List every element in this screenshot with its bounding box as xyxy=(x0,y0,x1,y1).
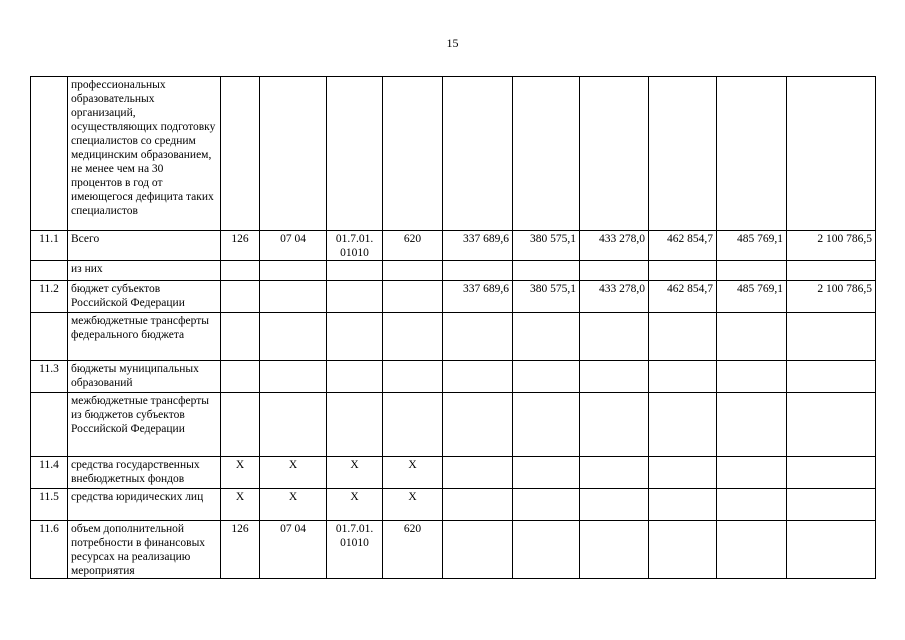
grbs-code-cell xyxy=(221,313,260,361)
year-3-value-cell xyxy=(580,489,649,521)
csr-code-cell: Х xyxy=(327,457,383,489)
year-4-value-cell xyxy=(649,77,717,231)
row-name-cell: средства государственных внебюджетных фондов xyxy=(68,457,221,489)
page-number: 15 xyxy=(446,36,459,50)
year-1-value-cell xyxy=(443,521,513,579)
year-5-value-cell xyxy=(717,489,787,521)
rzpr-code-cell: Х xyxy=(260,457,327,489)
row-name-cell: Всего xyxy=(68,231,221,261)
table-row xyxy=(31,489,876,521)
year-5-value-cell xyxy=(717,393,787,457)
year-3-value-cell: 433 278,0 xyxy=(580,281,649,313)
year-1-value-cell xyxy=(443,361,513,393)
row-number-cell: 11.4 xyxy=(31,457,68,489)
year-3-value-cell xyxy=(580,77,649,231)
year-5-value-cell xyxy=(717,313,787,361)
row-name-cell: объем дополнительной потребности в финансовых ресурсах на реализацию мероприятия xyxy=(68,521,221,579)
year-2-value-cell xyxy=(513,261,580,281)
year-5-value-cell xyxy=(717,77,787,231)
row-name-cell: межбюджетные трансферты из бюджетов субъектов Российской Федерации xyxy=(68,393,221,457)
year-1-value-cell xyxy=(443,393,513,457)
year-2-value-cell xyxy=(513,393,580,457)
year-2-value-cell xyxy=(513,77,580,231)
year-1-value-cell: 337 689,6 xyxy=(443,231,513,261)
year-2-value-cell xyxy=(513,457,580,489)
vr-code-cell xyxy=(383,77,443,231)
year-1-value-cell: 337 689,6 xyxy=(443,281,513,313)
csr-code-cell: 01.7.01. 01010 xyxy=(327,231,383,261)
grbs-code-cell xyxy=(221,393,260,457)
table-row xyxy=(31,281,876,313)
grbs-code-cell xyxy=(221,261,260,281)
rzpr-code-cell: 07 04 xyxy=(260,521,327,579)
year-4-value-cell xyxy=(649,393,717,457)
csr-code-cell xyxy=(327,361,383,393)
year-4-value-cell xyxy=(649,313,717,361)
year-4-value-cell xyxy=(649,489,717,521)
table-row xyxy=(31,521,876,579)
table-row xyxy=(31,77,876,231)
row-number-cell xyxy=(31,393,68,457)
table-row xyxy=(31,231,876,261)
rzpr-code-cell: 07 04 xyxy=(260,231,327,261)
total-value-cell: 2 100 786,5 xyxy=(787,281,876,313)
year-4-value-cell xyxy=(649,457,717,489)
total-value-cell xyxy=(787,361,876,393)
rzpr-code-cell xyxy=(260,313,327,361)
vr-code-cell xyxy=(383,281,443,313)
year-5-value-cell xyxy=(717,361,787,393)
year-3-value-cell xyxy=(580,361,649,393)
grbs-code-cell xyxy=(221,77,260,231)
row-name-cell: профессиональных образовательных организаций, осуществляющих подготовку специалистов со средним медицинским образованием, не менее чем на 30 процентов в год от имеющегося дефицита таких специалистов xyxy=(68,77,221,231)
table-row xyxy=(31,313,876,361)
year-4-value-cell xyxy=(649,521,717,579)
csr-code-cell: 01.7.01. 01010 xyxy=(327,521,383,579)
total-value-cell xyxy=(787,393,876,457)
year-1-value-cell xyxy=(443,489,513,521)
year-2-value-cell xyxy=(513,521,580,579)
table-row xyxy=(31,457,876,489)
row-number-cell xyxy=(31,261,68,281)
table-row xyxy=(31,261,876,281)
csr-code-cell xyxy=(327,77,383,231)
row-number-cell: 11.2 xyxy=(31,281,68,313)
vr-code-cell: 620 xyxy=(383,231,443,261)
grbs-code-cell: Х xyxy=(221,489,260,521)
grbs-code-cell: Х xyxy=(221,457,260,489)
year-3-value-cell xyxy=(580,393,649,457)
year-3-value-cell xyxy=(580,457,649,489)
year-5-value-cell xyxy=(717,457,787,489)
vr-code-cell xyxy=(383,261,443,281)
vr-code-cell xyxy=(383,393,443,457)
vr-code-cell xyxy=(383,313,443,361)
row-name-cell: из них xyxy=(68,261,221,281)
grbs-code-cell xyxy=(221,281,260,313)
year-2-value-cell: 380 575,1 xyxy=(513,281,580,313)
vr-code-cell xyxy=(383,361,443,393)
rzpr-code-cell xyxy=(260,77,327,231)
year-2-value-cell xyxy=(513,361,580,393)
row-name-cell: бюджет субъектов Российской Федерации xyxy=(68,281,221,313)
table-row xyxy=(31,393,876,457)
vr-code-cell: Х xyxy=(383,457,443,489)
row-number-cell: 11.6 xyxy=(31,521,68,579)
table-row xyxy=(31,361,876,393)
rzpr-code-cell xyxy=(260,261,327,281)
grbs-code-cell: 126 xyxy=(221,521,260,579)
csr-code-cell xyxy=(327,313,383,361)
year-1-value-cell xyxy=(443,261,513,281)
row-number-cell: 11.3 xyxy=(31,361,68,393)
year-1-value-cell xyxy=(443,457,513,489)
year-4-value-cell: 462 854,7 xyxy=(649,281,717,313)
year-1-value-cell xyxy=(443,77,513,231)
year-4-value-cell xyxy=(649,361,717,393)
year-5-value-cell xyxy=(717,521,787,579)
rzpr-code-cell xyxy=(260,393,327,457)
year-2-value-cell xyxy=(513,313,580,361)
year-3-value-cell xyxy=(580,313,649,361)
row-name-cell: межбюджетные трансферты федерального бюджета xyxy=(68,313,221,361)
csr-code-cell xyxy=(327,393,383,457)
total-value-cell xyxy=(787,261,876,281)
vr-code-cell: 620 xyxy=(383,521,443,579)
csr-code-cell xyxy=(327,261,383,281)
vr-code-cell: Х xyxy=(383,489,443,521)
row-number-cell: 11.1 xyxy=(31,231,68,261)
budget-table xyxy=(30,76,876,579)
year-4-value-cell: 462 854,7 xyxy=(649,231,717,261)
year-5-value-cell: 485 769,1 xyxy=(717,231,787,261)
year-3-value-cell: 433 278,0 xyxy=(580,231,649,261)
year-5-value-cell: 485 769,1 xyxy=(717,281,787,313)
row-number-cell: 11.5 xyxy=(31,489,68,521)
year-3-value-cell xyxy=(580,261,649,281)
rzpr-code-cell xyxy=(260,361,327,393)
year-4-value-cell xyxy=(649,261,717,281)
row-number-cell xyxy=(31,313,68,361)
row-name-cell: бюджеты муниципальных образований xyxy=(68,361,221,393)
grbs-code-cell xyxy=(221,361,260,393)
row-number-cell xyxy=(31,77,68,231)
year-2-value-cell xyxy=(513,489,580,521)
row-name-cell: средства юридических лиц xyxy=(68,489,221,521)
year-3-value-cell xyxy=(580,521,649,579)
csr-code-cell xyxy=(327,281,383,313)
total-value-cell xyxy=(787,489,876,521)
total-value-cell xyxy=(787,313,876,361)
rzpr-code-cell: Х xyxy=(260,489,327,521)
total-value-cell xyxy=(787,77,876,231)
csr-code-cell: Х xyxy=(327,489,383,521)
year-1-value-cell xyxy=(443,313,513,361)
rzpr-code-cell xyxy=(260,281,327,313)
year-2-value-cell: 380 575,1 xyxy=(513,231,580,261)
year-5-value-cell xyxy=(717,261,787,281)
total-value-cell xyxy=(787,521,876,579)
total-value-cell: 2 100 786,5 xyxy=(787,231,876,261)
total-value-cell xyxy=(787,457,876,489)
grbs-code-cell: 126 xyxy=(221,231,260,261)
